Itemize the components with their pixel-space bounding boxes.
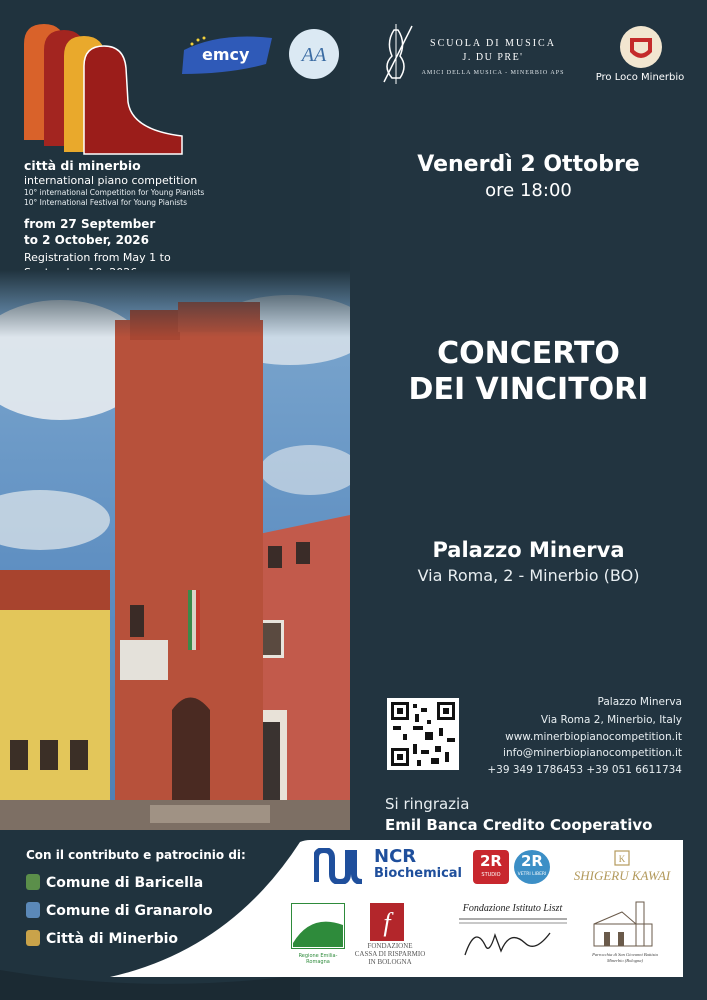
dates-line-1: from 27 September [24, 217, 156, 231]
parrocchia-line-2: Minerbio (Bologna) [606, 958, 644, 963]
fondazione-line-1: FONDAZIONE [367, 942, 413, 950]
scuola-di-musica-logo [378, 22, 588, 87]
kawai-emblem-icon [614, 850, 630, 866]
patron-baricella [26, 874, 203, 891]
patron-minerbio-label: Città di Minerbio [46, 931, 179, 947]
competition-dates [24, 216, 224, 248]
regione-logo [291, 903, 345, 965]
patron-minerbio [26, 930, 178, 947]
competition-line-1: 10° international Competition for Young Pianists [24, 188, 205, 197]
regione-emblem-icon [291, 903, 345, 949]
patrons-heading: Con il contributo e patrocinio di: [26, 848, 246, 862]
thanks-sponsor: Emil Banca Credito Cooperativo [385, 816, 653, 834]
emcy-logo [180, 30, 275, 78]
2r-vetri-logo [514, 850, 550, 884]
event-date: Venerdì 2 Ottobre [417, 152, 640, 177]
granarolo-crest-icon [26, 902, 40, 918]
fondazione-emblem-icon [370, 903, 404, 941]
svg-text:f: f [383, 908, 391, 937]
2r-vetri-sub: VETRI LIBERI [517, 872, 547, 877]
liszt-signature [455, 915, 570, 963]
emcy-logo-text: emcy [202, 45, 250, 64]
piano-competition-logo [22, 20, 187, 155]
competition-title: città di minerbio [24, 158, 141, 173]
kawai-name: SHIGERU KAWAI [573, 868, 671, 883]
registration-line-1: Registration from May 1 to [24, 251, 171, 264]
contact-phones: +39 349 1786453 +39 051 6611734 [487, 764, 682, 776]
patron-granarolo-label: Comune di Granarolo [46, 903, 213, 919]
pro-loco-logo [618, 24, 664, 70]
school-name-line-2: J. DU PRE' [462, 52, 524, 63]
dates-line-2: to 2 October, 2026 [24, 233, 149, 247]
palazzo-minerva-photo [0, 270, 350, 830]
contact-venue: Palazzo Minerva [597, 696, 682, 708]
fondazione-line-3: IN BOLOGNA [368, 958, 412, 966]
svg-text:AA: AA [301, 44, 327, 66]
contact-email[interactable]: info@minerbiopianocompetition.it [503, 747, 682, 759]
venue-address: Via Roma, 2 - Minerbio (BO) [417, 566, 640, 585]
event-title-line-2: DEI VINCITORI [408, 372, 649, 407]
thanks-label: Si ringrazia [385, 795, 470, 813]
event-time: ore 18:00 [485, 180, 572, 201]
contact-address: Via Roma 2, Minerbio, Italy [540, 714, 682, 726]
competition-line-2: 10° International Festival for Young Pianists [24, 198, 188, 207]
parrocchia-line-1: Parrocchia di San Giovanni Battista [592, 952, 658, 957]
svg-text:K: K [618, 854, 626, 864]
minerbio-crest-icon [26, 930, 40, 946]
ncr-name: NCR [374, 846, 417, 867]
contact-website[interactable]: www.minerbiopianocompetition.it [505, 731, 682, 743]
regione-name: Regione Emilia-Romagna [298, 953, 338, 965]
parrocchia-name [582, 952, 668, 964]
liszt-name: Fondazione Istituto Liszt [462, 903, 563, 914]
ncr-logo-mark [314, 848, 366, 884]
church-illustration [592, 900, 654, 948]
ncr-subname: Biochemical [374, 866, 463, 881]
patron-baricella-label: Comune di Baricella [46, 875, 204, 891]
competition-subtitle: international piano competition [24, 174, 198, 187]
2r-vetri-text: 2R [521, 852, 543, 870]
baricella-crest-icon [26, 874, 40, 890]
amici-musica-logo [288, 28, 340, 80]
fondazione-name [350, 942, 430, 966]
2r-studio-sub: STUDIO [481, 872, 501, 878]
2r-studio-logo [473, 850, 509, 884]
2r-studio-text: 2R [480, 852, 502, 870]
event-title-line-1: CONCERTO [437, 336, 620, 371]
patron-granarolo [26, 902, 213, 919]
school-name-line-3: AMICI DELLA MUSICA - MINERBIO APS [421, 70, 565, 76]
pro-loco-label: Pro Loco Minerbio [595, 72, 685, 83]
fondazione-line-2: CASSA DI RISPARMIO [354, 950, 426, 958]
venue-name: Palazzo Minerva [432, 538, 625, 562]
school-name-line-1: SCUOLA DI MUSICA [430, 38, 556, 49]
